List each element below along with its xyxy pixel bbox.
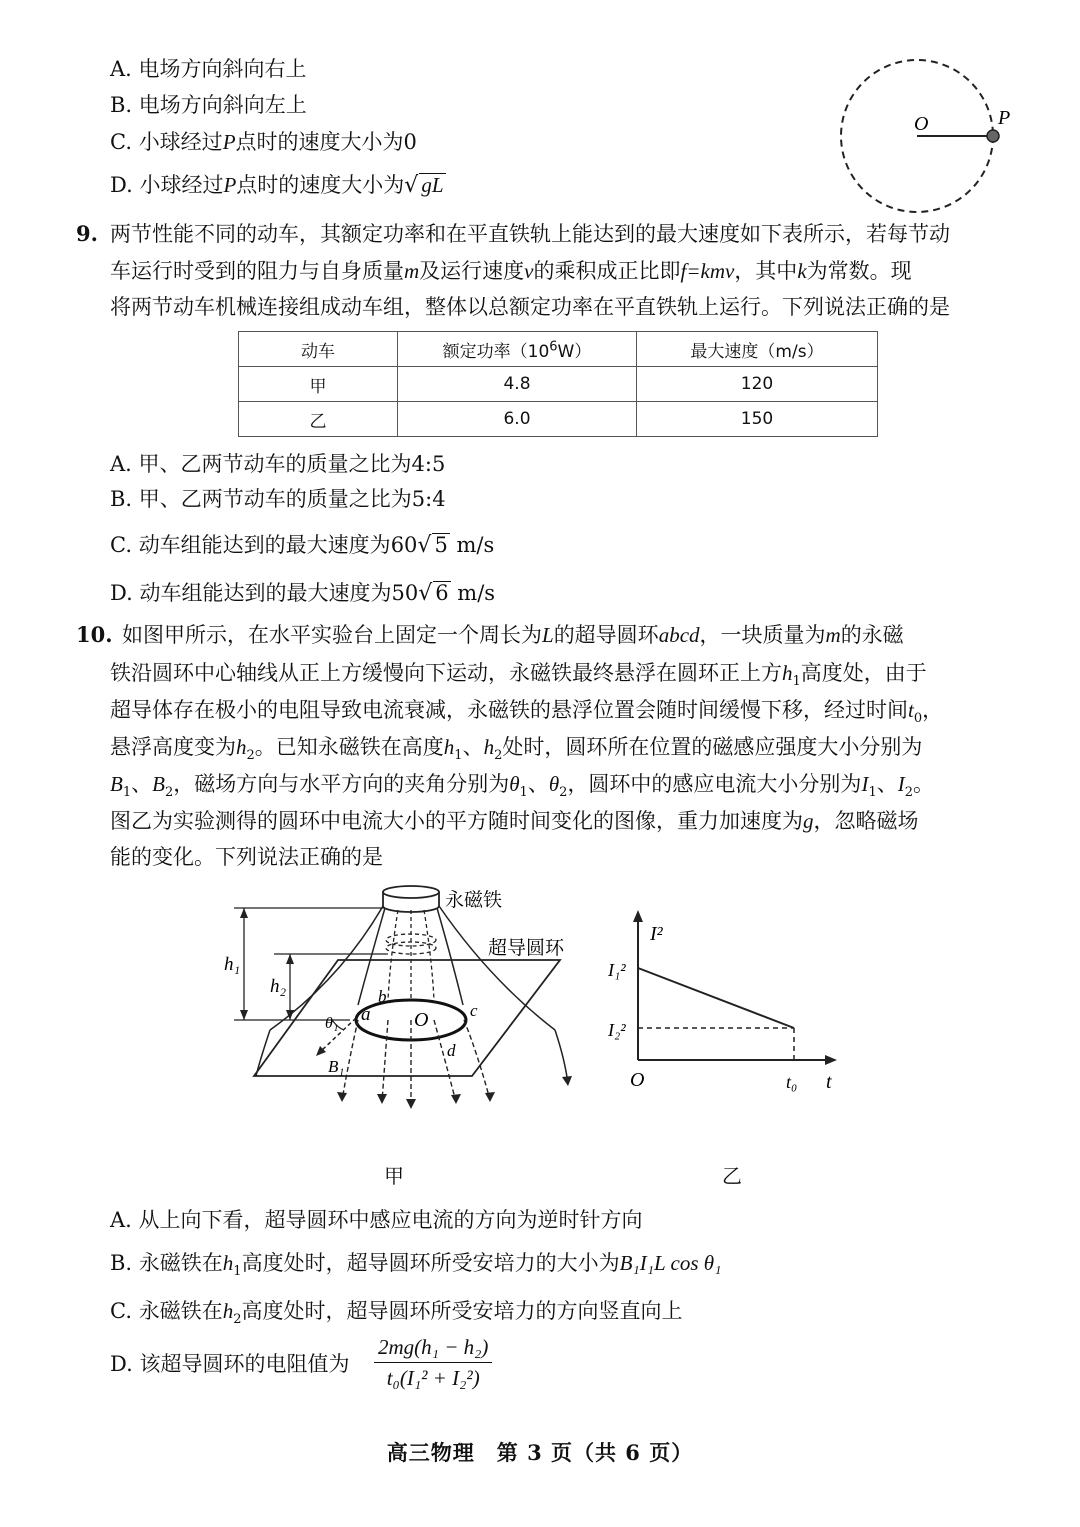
q10-option-d: D. 该超导圆环的电阻值为 (110, 1352, 350, 1376)
header-power: 额定功率$(10^6W)$ (398, 332, 637, 367)
page-footer: 高三物理 第 3 页（共 6 页） (386, 1440, 694, 1465)
q9-table (238, 331, 878, 437)
table-header-row (239, 332, 878, 367)
q8-option-a: A. 电场方向斜向右上 (110, 57, 307, 81)
q8-option-d: D. 小球经过P点时的速度大小为√ gL (110, 173, 444, 198)
resistance-fraction (374, 1334, 492, 1391)
q9-option-b: B. 甲、乙两节动车的质量之比为5:4 (110, 487, 446, 511)
label-a: a (361, 1004, 371, 1025)
cell-power: 6.0 (398, 402, 637, 437)
label-c: c (470, 1001, 478, 1020)
label-o: O (914, 113, 929, 135)
header-speed: 最大速度（m/s） (637, 332, 878, 367)
label-t: t (826, 1071, 832, 1093)
ball-p (987, 130, 999, 142)
q10-number: 10. (76, 622, 113, 647)
q10-stem-line7: 能的变化。下列说法正确的是 (110, 845, 383, 869)
cell-speed: 120 (637, 367, 878, 402)
label-b1: B₁ (328, 1057, 345, 1076)
cell-speed: 150 (637, 402, 878, 437)
label-t0: t₀ (786, 1072, 798, 1092)
header-train: 动车 (239, 332, 398, 367)
label-theta: θ₁ (325, 1015, 339, 1032)
q8-option-b: B. 电场方向斜向左上 (110, 93, 307, 117)
i-squared-line (638, 968, 794, 1028)
label-magnet: 永磁铁 (445, 890, 503, 911)
q9-stem-line2: 车运行时受到的阻力与自身质量m及运行速度v的乘积成正比即f=kmv，其中k为常数。现 (110, 259, 912, 283)
q10-stem-line1: 如图甲所示，在水平实验台上固定一个周长为L的超导圆环abcd，一块质量为m的永磁 (122, 623, 904, 647)
q10-stem-line5: $B_1$、$B_2$，磁场方向与水平方向的夹角分别为$\theta_1$、$\theta_2$，圆环中的感应电流大小分别为$I_1$、$I_2$。 (110, 772, 934, 801)
label-h1: h₁ (224, 954, 241, 975)
cell-power: 4.8 (398, 367, 637, 402)
q9-stem-line3: 将两节动车机械连接组成动车组，整体以总额定功率在平直铁轨上运行。下列说法正确的是 (110, 295, 950, 319)
q10-option-c: C. 永磁铁在$h_2$高度处时，超导圆环所受安培力的方向竖直向上 (110, 1299, 683, 1328)
label-ring: 超导圆环 (488, 938, 565, 959)
caption-yi: 乙 (722, 1164, 742, 1188)
table-plane (254, 960, 560, 1076)
cell-name: 甲 (239, 367, 398, 402)
label-h2: h₂ (270, 976, 287, 997)
label-origin: O (630, 1069, 645, 1091)
label-i2: I₂² (608, 1020, 626, 1040)
cell-name: 乙 (239, 402, 398, 437)
q9-option-c: C. 动车组能达到的最大速度为60√ 5 m/s (110, 533, 495, 558)
label-d: d (447, 1041, 456, 1060)
fraction-denominator: t₀(I₁² + I₂²) (386, 1366, 480, 1390)
label-b: b (378, 987, 387, 1006)
q9-option-a: A. 甲、乙两节动车的质量之比为4:5 (110, 452, 446, 476)
q9-number: 9. (76, 221, 98, 246)
q10-figure-jia (220, 870, 600, 1120)
magnet-top (383, 886, 439, 898)
fraction-numerator: 2mg(h₁ − h₂) (374, 1334, 492, 1363)
label-o: O (414, 1009, 429, 1031)
q10-stem-line3: 超导体存在极小的电阻导致电流衰减，永磁铁的悬浮位置会随时间缓慢下移，经过时间$t_0$， (110, 698, 944, 727)
q9-stem-line1: 两节性能不同的动车，其额定功率和在平直铁轨上能达到的最大速度如下表所示，若每节动 (110, 222, 950, 246)
q10-stem-line4: 悬浮高度变为$h_2$。已知永磁铁在高度$h_1$、$h_2$处时，圆环所在位置的磁感应强度大小分别为 (110, 735, 923, 764)
q9-option-d: D. 动车组能达到的最大速度为50√ 6 m/s (110, 581, 496, 606)
q10-figure-yi (604, 900, 854, 1100)
q8-option-c: C. 小球经过P点时的速度大小为0 (110, 130, 417, 154)
caption-jia: 甲 (384, 1164, 404, 1188)
table-row (239, 402, 878, 437)
label-p: P (998, 107, 1011, 129)
q10-stem-line2: 铁沿圆环中心轴线从正上方缓慢向下运动，永磁铁最终悬浮在圆环正上方$h_1$高度处，由于 (110, 661, 927, 690)
q8-circle-figure (830, 40, 1030, 230)
table-row (239, 367, 878, 402)
q10-stem-line6: 图乙为实验测得的圆环中电流大小的平方随时间变化的图像，重力加速度为g，忽略磁场 (110, 809, 919, 833)
label-yaxis: I² (650, 923, 663, 945)
label-i1: I₁² (608, 960, 626, 980)
q10-option-a: A. 从上向下看，超导圆环中感应电流的方向为逆时针方向 (110, 1208, 643, 1232)
q10-option-b: B. 永磁铁在$h_1$高度处时，超导圆环所受安培力的大小为B₁I₁L cos θ₁ (110, 1251, 722, 1280)
